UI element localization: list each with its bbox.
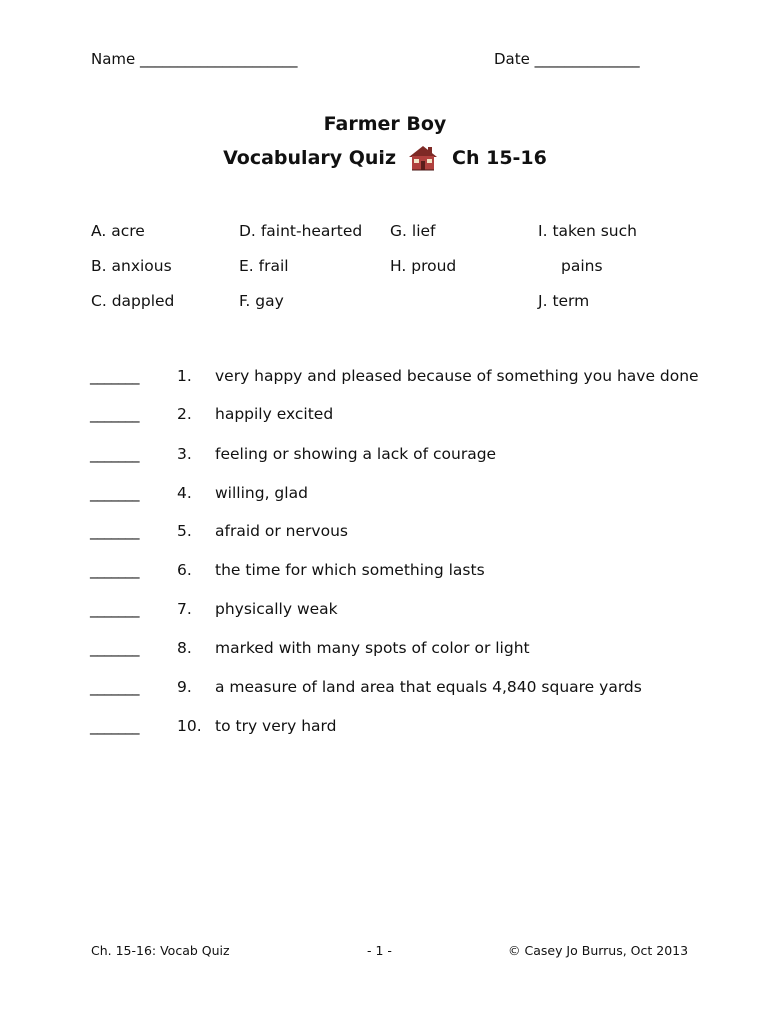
- page-number: - 1 -: [367, 943, 392, 958]
- footer-left: Ch. 15-16: Vocab Quiz: [91, 943, 230, 958]
- question-number: 1.: [177, 367, 192, 385]
- question-number: 10.: [177, 717, 202, 735]
- answer-blank[interactable]: _______: [90, 717, 139, 735]
- word-bank-item: I. taken such: [538, 222, 637, 240]
- name-field-label: Name _____________________: [91, 50, 298, 68]
- word-bank-item: E. frail: [239, 257, 289, 275]
- word-bank-item: H. proud: [390, 257, 457, 275]
- question-definition: to try very hard: [215, 717, 337, 735]
- question-definition: afraid or nervous: [215, 522, 348, 540]
- question-definition: willing, glad: [215, 484, 308, 502]
- answer-blank[interactable]: _______: [90, 484, 139, 502]
- question-definition: very happy and pleased because of something you have done: [215, 367, 699, 385]
- question-number: 8.: [177, 639, 192, 657]
- quiz-subtitle: [0, 144, 770, 172]
- question-definition: the time for which something lasts: [215, 561, 485, 579]
- page-title: Farmer Boy: [323, 113, 447, 135]
- question-definition: marked with many spots of color or light: [215, 639, 530, 657]
- question-definition: feeling or showing a lack of courage: [215, 445, 497, 463]
- answer-blank[interactable]: _______: [90, 367, 139, 385]
- question-definition: a measure of land area that equals 4,840 square yards: [215, 678, 642, 696]
- question-number: 2.: [177, 405, 192, 423]
- question-definition: happily excited: [215, 405, 334, 423]
- chapter-label: Ch 15-16: [452, 147, 547, 169]
- word-bank-item: G. lief: [390, 222, 436, 240]
- house-icon: [408, 144, 438, 172]
- word-bank-item: B. anxious: [91, 257, 172, 275]
- question-number: 6.: [177, 561, 192, 579]
- answer-blank[interactable]: _______: [90, 639, 139, 657]
- answer-blank[interactable]: _______: [90, 561, 139, 579]
- question-number: 9.: [177, 678, 192, 696]
- answer-blank[interactable]: _______: [90, 405, 139, 423]
- answer-blank[interactable]: _______: [90, 522, 139, 540]
- word-bank-item: J. term: [538, 292, 590, 310]
- word-bank-item: D. faint-hearted: [239, 222, 363, 240]
- answer-blank[interactable]: _______: [90, 678, 139, 696]
- quiz-title: Vocabulary Quiz: [223, 147, 397, 169]
- question-number: 5.: [177, 522, 192, 540]
- question-definition: physically weak: [215, 600, 338, 618]
- question-number: 3.: [177, 445, 192, 463]
- word-bank-item-continuation: pains: [561, 257, 603, 275]
- word-bank-item: F. gay: [239, 292, 284, 310]
- date-field-label: Date ______________: [494, 50, 640, 68]
- answer-blank[interactable]: _______: [90, 600, 139, 618]
- question-number: 7.: [177, 600, 192, 618]
- answer-blank[interactable]: _______: [90, 445, 139, 463]
- word-bank-item: C. dappled: [91, 292, 175, 310]
- question-number: 4.: [177, 484, 192, 502]
- copyright: © Casey Jo Burrus, Oct 2013: [508, 943, 689, 958]
- word-bank-item: A. acre: [91, 222, 145, 240]
